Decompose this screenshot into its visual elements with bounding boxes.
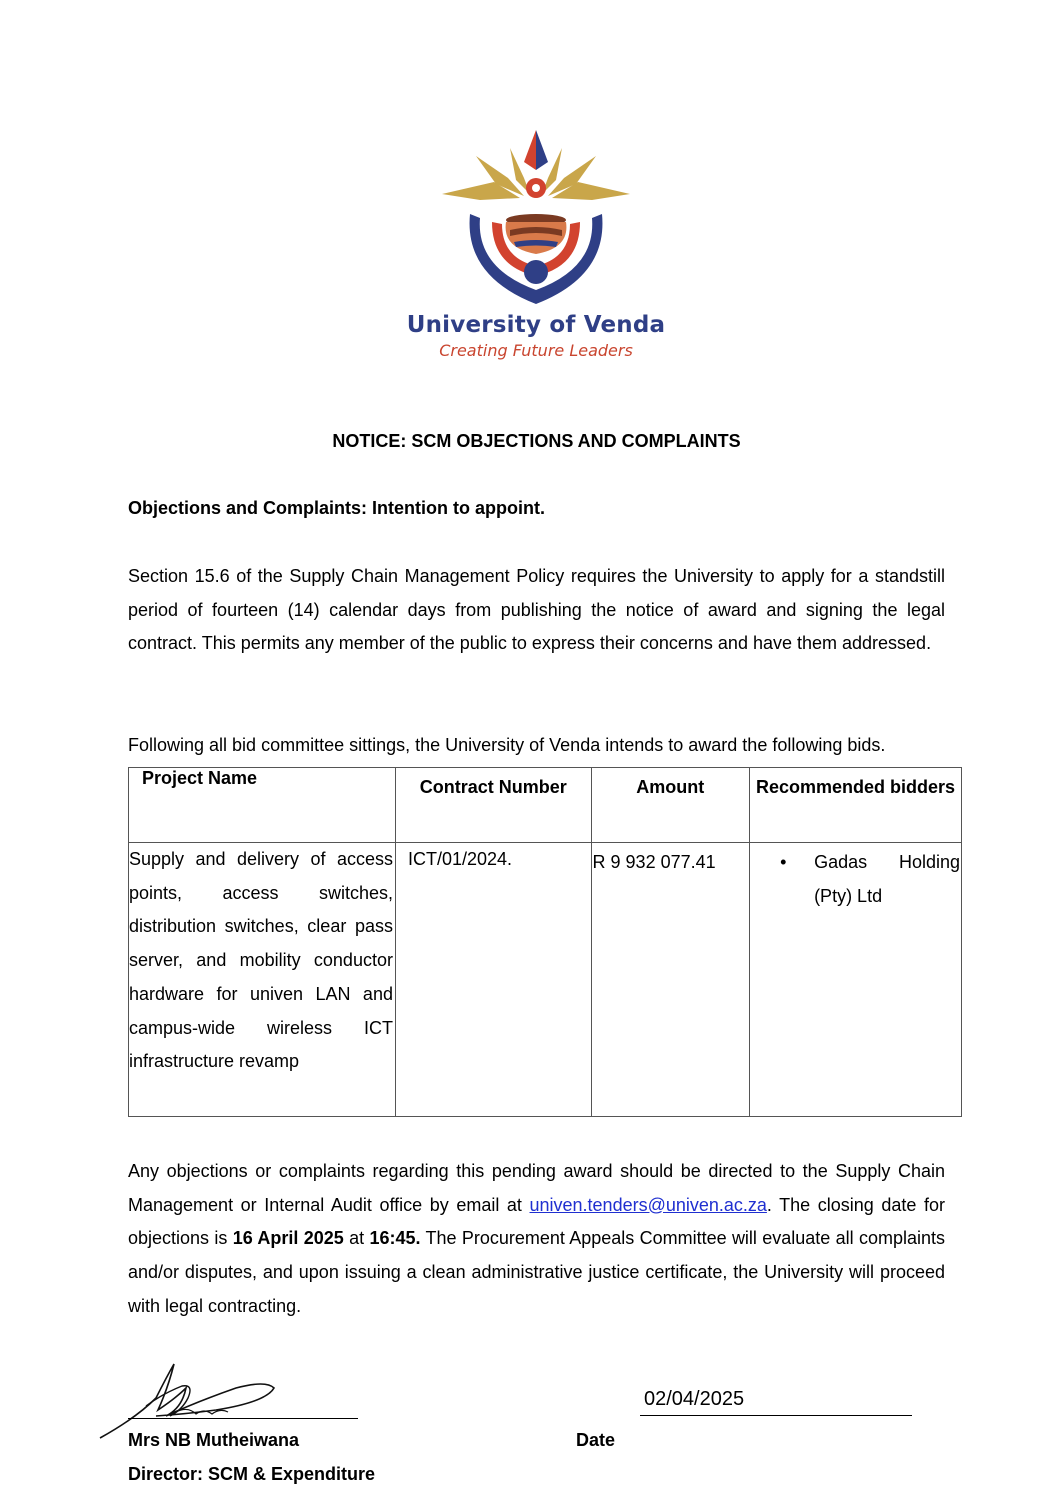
objections-paragraph: [128, 1155, 945, 1324]
cell-amount: R 9 932 077.41: [591, 843, 750, 1117]
tenders-email-link[interactable]: univen.tenders@univen.ac.za: [529, 1194, 767, 1215]
bidder-name: Gadas Holding (Pty) Ltd: [814, 852, 961, 906]
bidder-list-item: [750, 846, 961, 913]
table-row: [129, 843, 962, 1117]
objections-text-b: . The closing date for objections is: [128, 1194, 945, 1249]
signatory-name: Mrs NB Mutheiwana: [128, 1430, 300, 1450]
closing-date: 16 April 2025: [232, 1228, 344, 1249]
header-contract-number: Contract Number: [395, 768, 591, 843]
signoff-date-value: 02/04/2025: [644, 1388, 745, 1410]
university-tagline: Creating Future Leaders: [439, 341, 633, 360]
header-project-name: Project Name: [129, 768, 396, 843]
cell-project-name: Supply and delivery of access points, access switches, distribution switches, clear pass server, and mobility conductor hardware for univen LAN and campus-wide wireless ICT infrastructure revamp: [129, 843, 396, 1117]
objections-text-c: at: [343, 1228, 370, 1249]
award-intro-paragraph: Following all bid committee sittings, the University of Venda intends to award the following bids.: [128, 735, 886, 755]
university-logo-emblem: [436, 126, 636, 310]
cell-recommended-bidders: [750, 843, 962, 1117]
objections-text-a: Any objections or complaints regarding this pending award should be directed to the Supply Chain Management or Internal Audit office by email at: [128, 1161, 945, 1215]
signatory-title: Director: SCM & Expenditure: [128, 1464, 376, 1484]
header-amount: Amount: [591, 768, 750, 843]
bids-table: [128, 767, 962, 1117]
header-recommended-bidders: Recommended bidders: [750, 768, 962, 843]
table-header-row: [129, 768, 962, 843]
notice-subheading: Objections and Complaints: Intention to appoint.: [128, 498, 545, 518]
bullet-icon: •: [780, 852, 787, 872]
notice-heading: NOTICE: SCM OBJECTIONS AND COMPLAINTS: [332, 431, 741, 451]
policy-paragraph: Section 15.6 of the Supply Chain Management Policy requires the University to apply for a standstill period of fourteen (14) calendar days from publishing the notice of award and signing the legal contract. This permits any member of the public to express their concerns and have them addressed.: [128, 566, 945, 654]
objections-text-d: The Procurement Appeals Committee will evaluate all complaints and/or disputes, and upon issuing a clean administrative justice certificate, the University will proceed with legal contracting.: [128, 1228, 946, 1316]
date-line: [640, 1415, 912, 1416]
university-name: University of Venda: [406, 312, 666, 338]
signature-line: [128, 1418, 358, 1419]
date-label: Date: [576, 1430, 616, 1450]
closing-time: 16:45.: [369, 1228, 421, 1249]
cell-contract-number: ICT/01/2024.: [395, 843, 591, 1117]
